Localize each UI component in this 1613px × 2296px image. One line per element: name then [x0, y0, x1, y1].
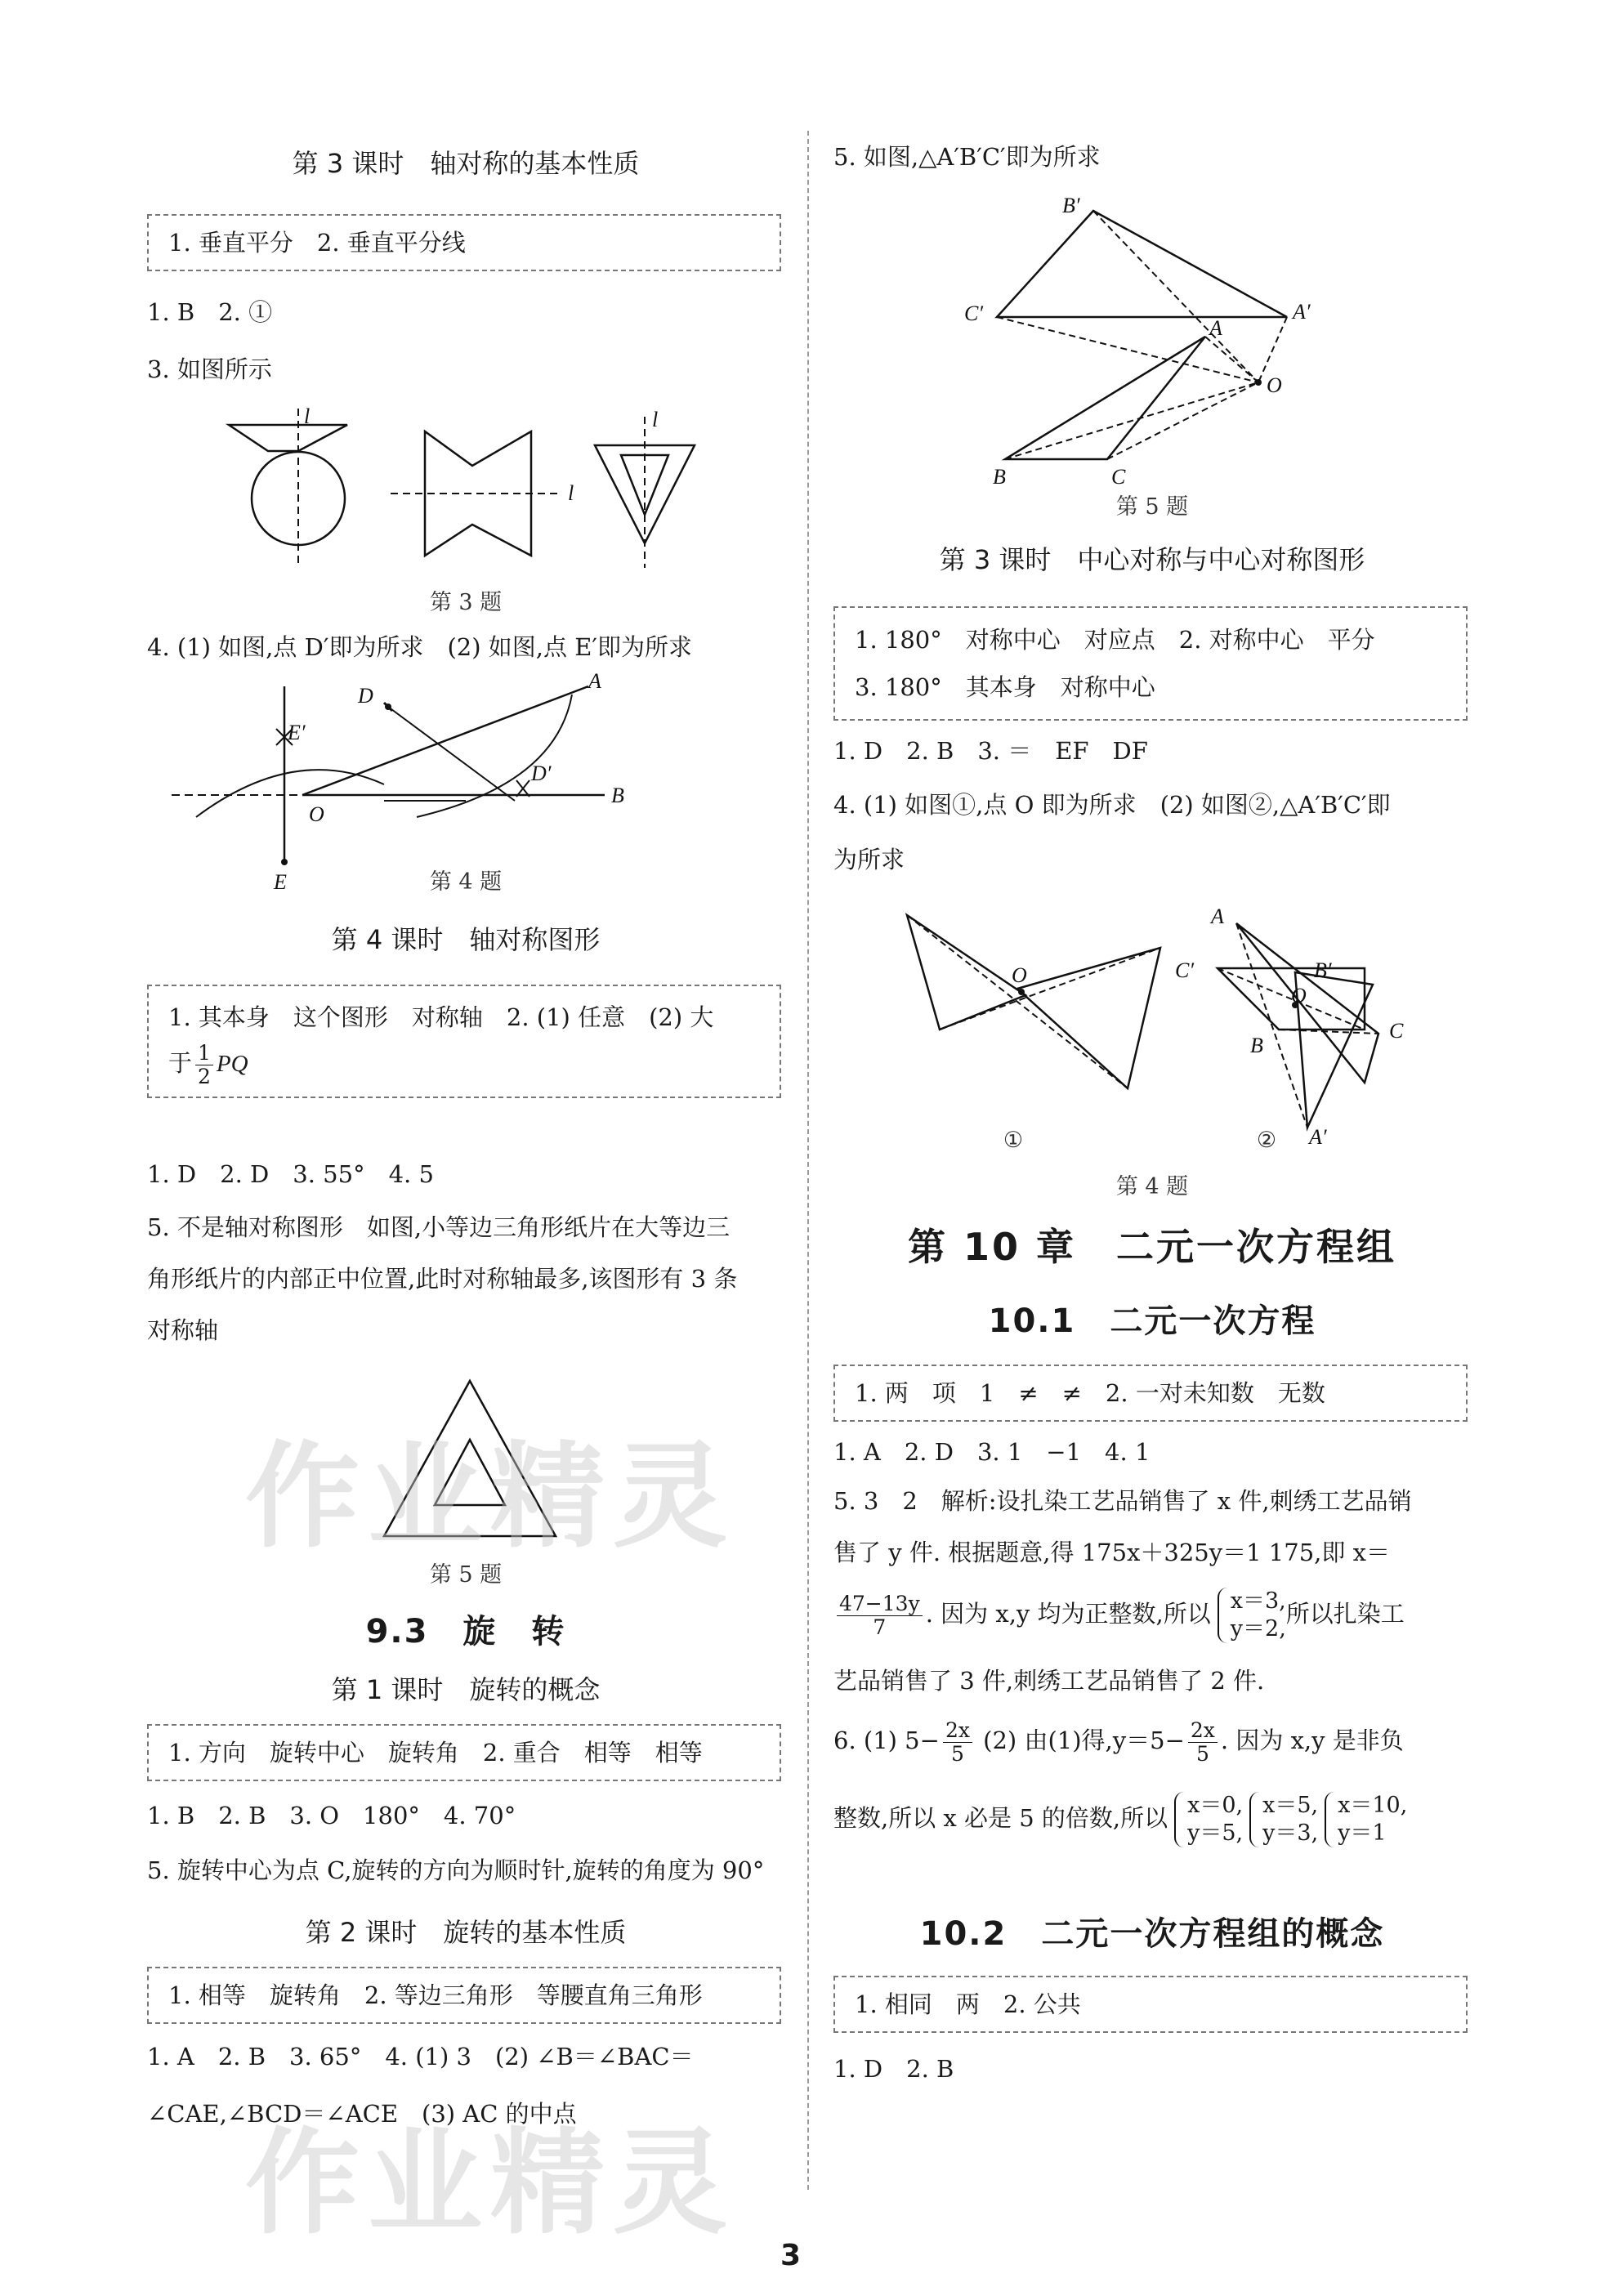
equation-system: x＝5, y＝3, — [1249, 1792, 1318, 1847]
figure-caption: 第 4 题 — [1115, 1174, 1189, 1199]
fig4-right-triangle — [1017, 948, 1160, 1088]
label-E1: E′ — [288, 721, 306, 744]
answer-line: 售了 y 件. 根据题意,得 175x＋325y＝1 175,即 x＝ — [833, 1539, 1390, 1566]
answer-line: 角形纸片的内部正中位置,此时对称轴最多,该图形有 3 条 — [147, 1265, 738, 1293]
answer-line: $\frac{47-13y}{7}$ . 因为 x,y 均为正整数,所以 x＝3, y＝2, 所以扎染工 — [833, 1581, 1471, 1646]
watermark: 作业精灵 — [245, 1431, 736, 1564]
figure-4 — [147, 669, 784, 894]
figure-caption: 第 5 题 — [429, 1562, 503, 1588]
label-B: B — [1250, 1034, 1263, 1057]
watermark: 作业精灵 — [245, 2117, 736, 2250]
answer-line: 艺品销售了 3 件,刺绣工艺品销售了 2 件. — [833, 1667, 1265, 1695]
label-O: O — [1012, 963, 1027, 987]
answer-line: 1. D 2. B 3. ＝ EF DF — [833, 737, 1148, 765]
label-D1: D′ — [531, 762, 552, 785]
label-l: l — [652, 408, 659, 431]
page-number: 3 — [780, 2239, 802, 2272]
section-heading: 10.1 二元一次方程 — [988, 1302, 1316, 1340]
column-divider — [807, 131, 809, 2190]
answer-line: 为所求 — [833, 846, 905, 873]
answer-line: ∠CAE,∠BCD＝∠ACE (3) AC 的中点 — [147, 2100, 577, 2128]
label-A1: A′ — [1309, 1125, 1327, 1149]
answer-line: 对称轴 — [147, 1316, 219, 1344]
answer-line: 4. (1) 如图,点 D′即为所求 (2) 如图,点 E′即为所求 — [147, 633, 692, 661]
answer-line: 1. D 2. D 3. 55° 4. 5 — [147, 1160, 434, 1188]
triangle-A1B1C1 — [997, 211, 1287, 317]
answer-line: 1. B 2. ① — [147, 298, 273, 326]
figure-sub-label: ① — [1003, 1128, 1024, 1153]
label-B: B — [993, 465, 1006, 489]
equation-system: x＝0, y＝5, — [1174, 1792, 1243, 1847]
equation-system: x＝3, y＝2, — [1218, 1588, 1286, 1643]
label-B1: B′ — [1314, 958, 1332, 982]
label-B1: B′ — [1062, 194, 1080, 217]
section-title: 第 4 课时 轴对称图形 — [331, 924, 601, 955]
label-C1: C′ — [964, 302, 984, 325]
answer-line: 1. D 2. B — [833, 2055, 954, 2083]
lesson-title: 第 1 课时 旋转的概念 — [331, 1674, 601, 1705]
answer-line: 1. A 2. D 3. 1 −1 4. 1 — [833, 1438, 1151, 1466]
fraction: $\frac{1}{2}$ — [195, 1042, 213, 1088]
answer-line: 5. 如图,△A′B′C′即为所求 — [833, 143, 1101, 171]
label-l: l — [568, 481, 574, 505]
section-title: 第 3 课时 轴对称的基本性质 — [292, 148, 640, 179]
answer-box: 1. 相等 旋转角 2. 等边三角形 等腰直角三角形 — [147, 1967, 781, 2024]
answer-box — [147, 985, 781, 1098]
answer-line: 5. 不是轴对称图形 如图,小等边三角形纸片在大等边三 — [147, 1213, 731, 1241]
label-E: E — [274, 870, 287, 894]
figure-4-central — [833, 899, 1471, 1193]
figure-caption: 第 4 题 — [429, 869, 503, 895]
label-C: C — [1389, 1019, 1404, 1043]
label-O: O — [309, 802, 324, 826]
answer-box: 1. 两 项 1 ≠ ≠ 2. 一对未知数 无数 — [833, 1365, 1468, 1422]
section-title: 第 3 课时 中心对称与中心对称图形 — [939, 544, 1365, 575]
fig3-fan — [229, 425, 347, 451]
figure-sub-label: ② — [1256, 1128, 1277, 1153]
fraction: $\frac{2x}{5}$ — [943, 1719, 972, 1766]
label-C1: C′ — [1175, 958, 1195, 982]
fig4b-triangle-ABC — [1236, 923, 1378, 1083]
label-A1: A′ — [1293, 300, 1311, 324]
box-line: 1. 其本身 这个图形 对称轴 2. (1) 任意 (2) 大 — [168, 1003, 714, 1031]
answer-line: 5. 3 2 解析:设扎染工艺品销售了 x 件,刺绣工艺品销 — [833, 1487, 1412, 1515]
lesson-title: 第 2 课时 旋转的基本性质 — [305, 1917, 627, 1948]
box-line: 3. 180° 其本身 对称中心 — [855, 673, 1155, 701]
label-l: l — [304, 404, 311, 428]
label-A: A — [1209, 316, 1222, 340]
box-line: 1. 180° 对称中心 对应点 2. 对称中心 平分 — [855, 626, 1375, 654]
figure-caption: 第 5 题 — [1115, 494, 1189, 520]
answer-line: 6. (1) 5− $\frac{2x}{5}$ (2) 由(1)得,y＝5− $\frac{2x}{5}$ . 因为 x,y 是非负 — [833, 1718, 1404, 1766]
label-C: C — [1111, 465, 1126, 489]
equation-system: x＝10, y＝1 — [1325, 1792, 1407, 1847]
arc-2 — [417, 695, 572, 817]
answer-line: 4. (1) 如图①,点 O 即为所求 (2) 如图②,△A′B′C′即 — [833, 791, 1391, 819]
section-heading: 10.2 二元一次方程组的概念 — [919, 1915, 1385, 1953]
fraction: $\frac{47-13y}{7}$ — [837, 1592, 923, 1639]
answer-line: 1. B 2. B 3. O 180° 4. 70° — [147, 1802, 516, 1829]
arc-1 — [196, 770, 384, 817]
chapter-title: 第 10 章 二元一次方程组 — [907, 1225, 1397, 1269]
answer-box: 1. 相同 两 2. 公共 — [833, 1976, 1468, 2033]
answer-line: 1. A 2. B 3. 65° 4. (1) 3 (2) ∠B＝∠BAC＝ — [147, 2043, 694, 2070]
figure-caption: 第 3 题 — [429, 590, 503, 615]
triangle-ABC — [1005, 337, 1205, 459]
label-O: O — [1291, 984, 1307, 1007]
figure-5-rotation — [833, 196, 1471, 490]
answer-line: 整数,所以 x 必是 5 的倍数,所以 x＝0, y＝5, x＝5, y＝3, x＝10, y＝1 — [833, 1793, 1408, 1846]
label-D: D — [358, 684, 373, 708]
answer-box: 1. 垂直平分 2. 垂直平分线 — [147, 214, 781, 271]
fig4-left-triangle — [907, 915, 1025, 1030]
answer-box: 1. 方向 旋转中心 旋转角 2. 重合 相等 相等 — [147, 1724, 781, 1781]
label-O: O — [1267, 373, 1282, 397]
answer-box — [833, 606, 1468, 721]
label-B: B — [611, 784, 624, 807]
section-heading: 9.3 旋 转 — [365, 1613, 566, 1651]
label-A: A — [588, 669, 601, 693]
fraction: $\frac{2x}{5}$ — [1188, 1719, 1218, 1766]
label-A: A — [1211, 905, 1224, 928]
answer-line: 5. 旋转中心为点 C,旋转的方向为顺时针,旋转的角度为 90° — [147, 1856, 765, 1884]
box-line: 于 $\frac{1}{2}$ PQ — [168, 1040, 248, 1088]
answer-line: 3. 如图所示 — [147, 355, 272, 383]
